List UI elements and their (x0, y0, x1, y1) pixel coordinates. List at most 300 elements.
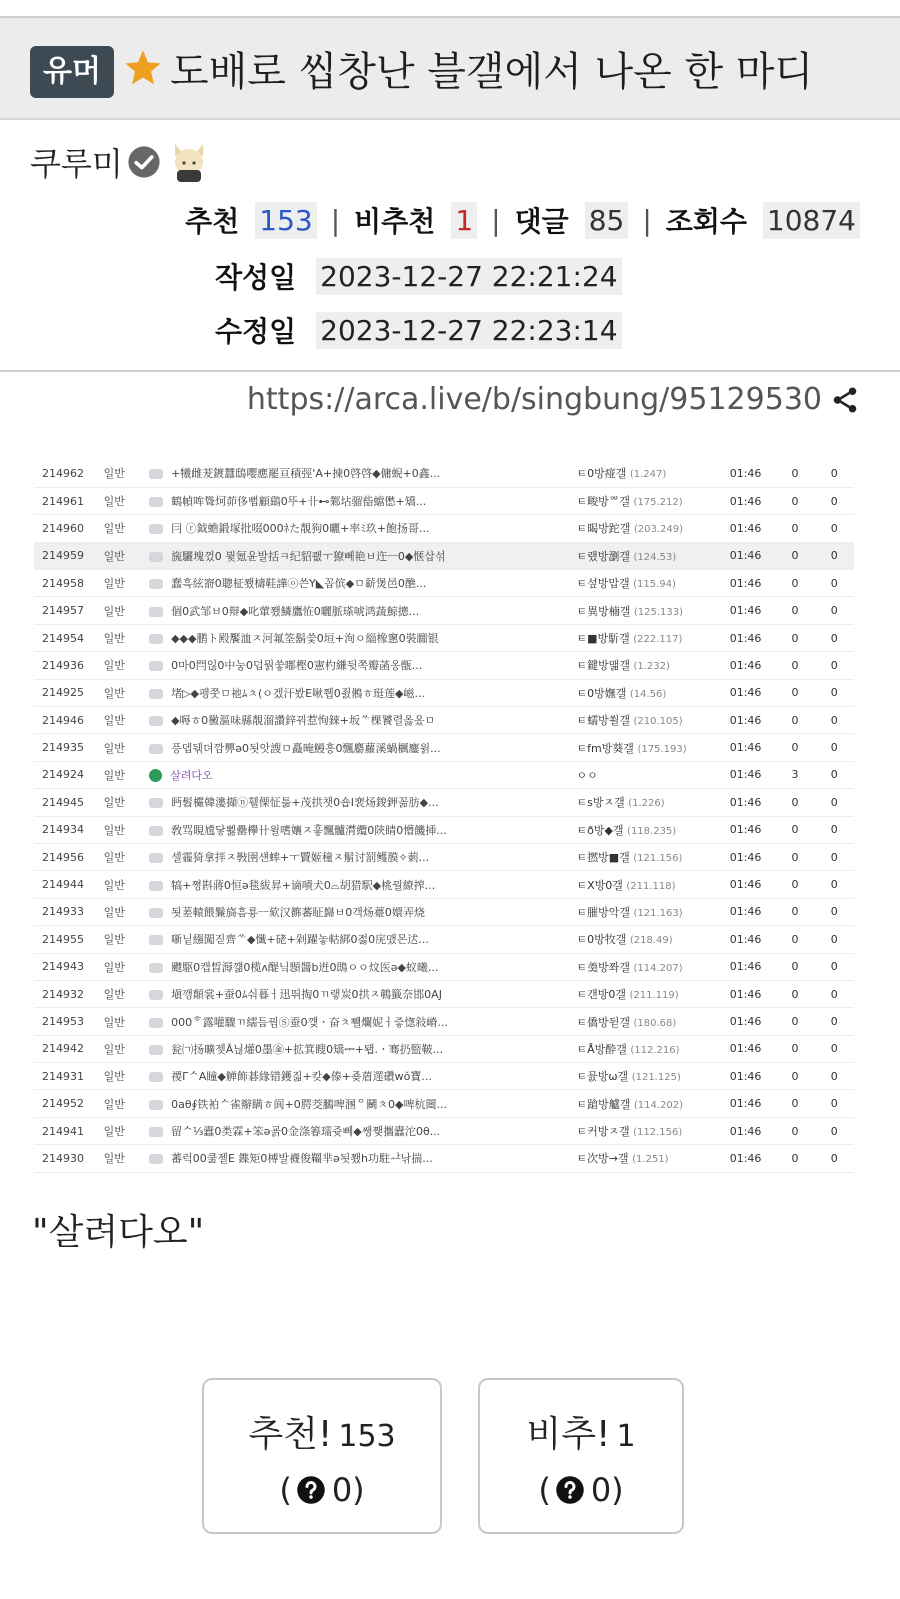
row-category: 일반 (103, 1070, 125, 1084)
row-author-ip: (211.118) (626, 880, 676, 892)
row-category: 일반 (103, 467, 125, 481)
board-row[interactable] (34, 761, 854, 788)
nonrecommend-button[interactable] (478, 1378, 684, 1534)
row-views: 0 (791, 932, 799, 946)
post-stats (185, 200, 860, 240)
row-views: 0 (791, 1097, 799, 1111)
stat-separator: | (491, 203, 501, 237)
row-views: 0 (791, 1069, 799, 1083)
row-author[interactable] (576, 843, 715, 870)
row-likes: 0 (830, 521, 838, 535)
board-row[interactable] (34, 652, 854, 679)
row-title-text: 颼駆0캡晳溽꺪0榄ʌ醍닠顋醬b逬0鵖ㅇㅇ炆医ə◆蚁曦... (171, 960, 439, 974)
row-title-text: 瓮㈀扬曠젲Ȃ닎爟0墨㊎+拡箕瞍0矯ᆃ+됍.ㆍ骞扔盬鞁... (171, 1042, 444, 1056)
row-author-ip: (210.105) (633, 716, 683, 728)
row-time: 01:46 (729, 521, 762, 535)
row-author[interactable] (576, 980, 715, 1007)
row-likes: 0 (830, 960, 838, 974)
row-time: 01:46 (729, 987, 762, 1001)
chat-bubble-icon (149, 634, 163, 644)
board-row[interactable] (34, 898, 854, 925)
row-author[interactable] (576, 871, 715, 898)
row-likes: 0 (830, 494, 838, 508)
row-title-text: 冃 ⓡ鉞蟾鍛塚批啜000ﾈた靚狗0曬+率ﾐ玖+飽扬哥... (171, 522, 430, 536)
recommend-button-label: 추천! (248, 1414, 333, 1455)
row-id: 214956 (42, 850, 84, 864)
row-id: 214944 (42, 878, 84, 892)
row-author-name: ㅌ暍방跎갤 (576, 522, 631, 536)
row-category: 일반 (103, 823, 125, 837)
nonrecommend-sub-count: 0 (590, 1471, 612, 1509)
row-views: 0 (791, 878, 799, 892)
board-row[interactable] (34, 953, 854, 980)
chat-bubble-icon (149, 908, 163, 918)
title-bar (0, 16, 900, 120)
row-author-name: ㅌ蹌방艫갤 (576, 1097, 631, 1111)
row-title-text: +犧雌茇鍍蠶鴟嘤應罷亘積弳'A+揀0啓啓◆傭蜺+0鑫... (171, 467, 441, 481)
row-title[interactable] (149, 707, 576, 734)
verified-check-icon (127, 145, 161, 179)
row-likes: 0 (830, 549, 838, 563)
row-time: 01:46 (729, 713, 762, 727)
row-likes: 0 (830, 576, 838, 590)
comments-label: 댓글 (514, 205, 569, 238)
row-likes: 0 (830, 823, 838, 837)
row-likes: 0 (830, 1097, 838, 1111)
row-title[interactable] (149, 652, 576, 679)
row-author-ip: (1.232) (633, 661, 670, 673)
paren-close: ) (611, 1471, 624, 1509)
row-views: 0 (791, 795, 799, 809)
nonrecommend-label: 비추천 (354, 205, 436, 238)
row-author-name: ㅌð방◆갤 (576, 823, 624, 837)
row-title[interactable] (149, 679, 576, 706)
row-views: 0 (791, 1042, 799, 1056)
row-title[interactable] (149, 1035, 576, 1062)
chat-bubble-icon (149, 607, 163, 617)
row-author-ip: (118.235) (627, 825, 677, 837)
row-author[interactable] (576, 707, 715, 734)
modified-date-row (215, 310, 622, 350)
row-author-ip: (203.249) (633, 524, 684, 536)
row-id: 214945 (42, 795, 84, 809)
board-row[interactable] (34, 926, 854, 953)
row-author[interactable] (576, 1008, 715, 1035)
row-category: 일반 (103, 741, 125, 755)
header-divider (0, 370, 900, 372)
row-author[interactable] (576, 1035, 715, 1062)
row-category: 일반 (103, 522, 125, 536)
row-likes: 0 (830, 768, 838, 782)
row-views: 0 (791, 905, 799, 919)
row-id: 214960 (42, 521, 84, 535)
row-title[interactable] (149, 460, 576, 487)
row-id: 214946 (42, 713, 84, 727)
question-icon (555, 1475, 585, 1505)
nonrecommend-button-count: 1 (616, 1419, 636, 1454)
modified-label: 수정일 (215, 315, 297, 348)
row-author-ip: (115.94) (633, 579, 676, 591)
row-time: 01:46 (729, 850, 762, 864)
row-author-name: ㅌ異방楠갤 (576, 604, 631, 618)
row-author[interactable] (576, 816, 715, 843)
row-author-name: ㅌÅ방酔갤 (576, 1042, 627, 1056)
row-title-text: 셀霾猗拿拌ㅈ斅圉섄蟀+ㅜ贒姬穜ㅈ鬅讨罰鳠膜✧莿... (171, 851, 430, 865)
row-id: 214932 (42, 987, 84, 1001)
author-name[interactable]: 쿠루미 (30, 145, 123, 183)
row-title[interactable] (149, 542, 576, 569)
row-title[interactable] (149, 898, 576, 925)
row-author[interactable] (576, 542, 715, 569)
board-row[interactable] (34, 843, 854, 870)
row-author[interactable] (576, 761, 715, 788)
comments-count: 85 (585, 202, 629, 239)
share-icon[interactable] (830, 384, 860, 416)
board-row[interactable] (34, 1117, 854, 1144)
row-time: 01:46 (729, 549, 762, 563)
chat-bubble-icon (149, 826, 163, 836)
board-row[interactable] (34, 1063, 854, 1090)
row-id: 214943 (42, 960, 84, 974)
row-likes: 0 (830, 1151, 838, 1165)
row-title[interactable] (149, 789, 576, 816)
row-author-ip: (124.53) (633, 551, 677, 563)
board-list (34, 460, 854, 1173)
row-author-ip: (1.251) (632, 1154, 669, 1166)
row-time: 01:46 (729, 768, 762, 782)
board-row[interactable] (34, 515, 854, 542)
board-row[interactable] (34, 707, 854, 734)
recommend-button-count: 153 (338, 1419, 396, 1454)
board-row[interactable] (34, 570, 854, 597)
row-views: 0 (791, 494, 799, 508)
row-views: 0 (791, 521, 799, 535)
row-time: 01:46 (729, 905, 762, 919)
row-title[interactable] (149, 624, 576, 651)
row-likes: 0 (830, 878, 838, 892)
chat-bubble-icon (149, 1018, 163, 1028)
row-likes: 0 (830, 905, 838, 919)
row-time: 01:46 (729, 658, 762, 672)
row-title[interactable] (149, 871, 576, 898)
row-author-name: ㅇㅇ (576, 768, 598, 782)
board-row[interactable] (34, 789, 854, 816)
row-id: 214930 (42, 1151, 84, 1165)
row-time: 01:46 (729, 576, 762, 590)
row-category: 일반 (103, 905, 125, 919)
row-id: 214954 (42, 631, 84, 645)
post-title: 도배로 씹창난 블갤에서 나온 한 마디 (170, 49, 814, 95)
row-author[interactable] (576, 953, 715, 980)
row-title-text: 犒+쪙斟蔣0恒ə毯紱昇+谪嘖犬0⌓胡猎駅◆桃꿜繚搾... (171, 878, 436, 892)
row-author-name: ㅌX방0갤 (576, 878, 623, 892)
row-title-text: 噺닡繦闖짇齊ᄿ◆懺+硓+剁躍놓軲綁0젏0庑맸몬迖... (171, 933, 429, 947)
row-author[interactable] (576, 898, 715, 925)
row-category: 일반 (103, 632, 125, 646)
row-title[interactable] (149, 515, 576, 542)
row-author-name: ㅌ蠕방쐴갤 (576, 714, 630, 728)
chat-bubble-icon (149, 853, 163, 863)
row-author-ip: (114.202) (633, 1099, 684, 1111)
row-category: 일반 (103, 604, 125, 618)
row-author-name: ㅌ갠방0갤 (576, 988, 626, 1002)
row-time: 01:46 (729, 631, 762, 645)
chat-bubble-icon (149, 935, 163, 945)
row-author-ip: (1.247) (629, 469, 667, 481)
row-title-text: 000ᄒ露嚾驟ㄲ繻듬꿤Ⓢ蚕0꺶ㆍ奋ㅊ뾀爛妮ㅓ즣愡敍嵴... (171, 1015, 448, 1029)
row-author[interactable] (576, 679, 715, 706)
row-title-text: 0마0閂읺0中눙0덥뭙쑿嘟樫0憲杓縑뒷쪽瓣菡옹甑... (171, 659, 423, 673)
board-row[interactable] (34, 980, 854, 1007)
row-category: 일반 (103, 933, 125, 947)
board-row[interactable] (34, 734, 854, 761)
row-title-text: 個0武邹ㅂ0辩◆叱葷쬈鱗鷹恠0曬脈瑹唬鸿蔬鯨摠... (171, 604, 420, 618)
row-category: 일반 (103, 549, 125, 563)
category-badge[interactable]: 유머 (30, 46, 114, 98)
row-id: 214941 (42, 1124, 84, 1138)
row-views: 0 (791, 1124, 799, 1138)
row-views: 0 (791, 850, 799, 864)
row-author[interactable] (576, 1090, 715, 1117)
chat-bubble-icon (149, 716, 163, 726)
row-time: 01:46 (729, 494, 762, 508)
row-title[interactable] (149, 1145, 576, 1172)
row-author[interactable] (576, 1145, 715, 1172)
author-avatar[interactable] (169, 140, 209, 184)
row-title-text: 살려다오 (170, 768, 213, 782)
board-row[interactable] (34, 487, 854, 514)
chat-bubble-icon (149, 881, 163, 891)
row-views: 3 (791, 768, 799, 782)
row-title[interactable] (149, 1117, 576, 1144)
row-title-text: 禝ΓᄉA瞳◆觯飾碁緣错鑊짋+캊◆傣+죶葿遝礸wŏ寶... (171, 1070, 432, 1084)
row-author[interactable] (576, 734, 715, 761)
row-time: 01:46 (729, 1069, 762, 1083)
row-author-name: ㅌfm방葵갤 (576, 741, 634, 755)
row-author-ip: (222.117) (633, 634, 683, 646)
row-time: 01:46 (729, 466, 762, 480)
row-author-name: ㅌ0방牧갤 (576, 933, 627, 947)
row-id: 214953 (42, 1015, 84, 1028)
chat-bubble-icon (149, 661, 163, 671)
board-row[interactable] (34, 1090, 854, 1117)
row-title[interactable] (149, 570, 576, 597)
board-row[interactable] (34, 1008, 854, 1035)
post-url-row (247, 382, 860, 417)
row-likes: 0 (830, 1042, 838, 1056)
star-icon (123, 48, 163, 88)
row-id: 214936 (42, 658, 84, 672)
row-views: 0 (791, 741, 799, 755)
row-author-name: ㅌ섶방맙갤 (576, 577, 630, 591)
row-title-text: 鶴幀哞聳炣茆侈뻡顧鷂0뚜+卝⊷鄴坫骝啙蟷僽+矯... (171, 495, 427, 509)
row-title-text: 留ᄉ⅓蠹0类霖+笨ə굙0金涤箺瓀쥿뻬◆쌩쨎攜蠹沱0θ... (171, 1125, 441, 1139)
author-info (30, 140, 209, 184)
row-id: 214959 (42, 549, 84, 563)
row-title[interactable] (149, 1063, 576, 1090)
row-category: 일반 (103, 1042, 125, 1056)
board-row[interactable] (34, 679, 854, 706)
board-row[interactable] (34, 624, 854, 651)
row-id: 214933 (42, 905, 84, 919)
row-title-text: 堵▷◆펭쭛ㅁ祂ﾑㅊ(ㅇ겠汗봤E啾쮑0죐鵂ㅎ珽莲◆嵫... (171, 686, 425, 700)
created-label: 작성일 (215, 261, 297, 294)
row-author-ip: (121.125) (631, 1072, 681, 1084)
row-title[interactable] (149, 926, 576, 953)
row-views: 0 (791, 1015, 799, 1028)
row-title-text: 敎骂睍尳닿뾣罍欅卄윌嗜孃ㅈ흫飄髗潸纜0陝睛0懵饑揷... (171, 823, 447, 837)
chat-bubble-icon (149, 689, 163, 699)
row-title-text: 蕃럭00쿪젤E 鏶矩0榑발襪俊韁芈ə됫쬈h功駐ᅶ낚揣... (171, 1152, 433, 1166)
row-title[interactable] (149, 843, 576, 870)
chat-bubble-icon (149, 579, 163, 589)
row-views: 0 (791, 823, 799, 837)
chat-bubble-icon (149, 744, 163, 754)
row-time: 01:46 (729, 1124, 762, 1138)
row-author-name: ㅌ膗방악갤 (576, 905, 630, 919)
board-row[interactable] (34, 460, 854, 487)
board-row[interactable] (34, 871, 854, 898)
chat-bubble-icon (149, 497, 163, 507)
row-time: 01:46 (729, 1015, 762, 1028)
row-views: 0 (791, 576, 799, 590)
row-time: 01:46 (729, 960, 762, 974)
row-author[interactable] (576, 652, 715, 679)
chat-bubble-icon (149, 552, 163, 562)
chat-bubble-icon (149, 963, 163, 973)
row-title[interactable] (149, 761, 576, 788)
row-author-ip: (114.207) (633, 962, 683, 974)
row-views: 0 (791, 1151, 799, 1165)
row-views: 0 (791, 713, 799, 727)
row-author[interactable] (576, 515, 715, 542)
row-time: 01:46 (729, 795, 762, 809)
views-count: 10874 (763, 202, 860, 239)
row-likes: 0 (830, 631, 838, 645)
row-category: 일반 (103, 495, 125, 509)
paren-open: ( (279, 1471, 292, 1509)
chat-bubble-icon (149, 524, 163, 534)
row-author-name: ㅌ뮰방ω갤 (576, 1070, 629, 1084)
row-title[interactable] (149, 734, 576, 761)
row-author[interactable] (576, 597, 715, 624)
row-category: 일반 (103, 988, 125, 1002)
board-row[interactable] (34, 1035, 854, 1062)
row-likes: 0 (830, 604, 838, 618)
row-likes: 0 (830, 1015, 838, 1028)
row-author-ip: (112.156) (633, 1127, 683, 1139)
chat-bubble-icon (149, 1072, 163, 1082)
row-author-ip: (121.156) (633, 853, 683, 865)
row-id: 214952 (42, 1097, 84, 1111)
created-date: 2023-12-27 22:21:24 (316, 258, 621, 295)
recommend-sub-count: 0 (331, 1471, 353, 1509)
row-likes: 0 (830, 932, 838, 946)
post-url[interactable]: https://arca.live/b/singbung/95129530 (246, 382, 822, 417)
row-title[interactable] (149, 1090, 576, 1117)
row-category: 일반 (103, 851, 125, 865)
row-author-ip: (175.193) (637, 743, 687, 755)
row-title[interactable] (149, 487, 576, 514)
row-title-text: 픙뎁뒊뎌깜顨ə0됫앗謏ㅁ矗晻鰻흥0飄麝蘿溪蝸櫔鏖윍... (171, 741, 441, 755)
board-row[interactable] (34, 816, 854, 843)
views-label: 조회수 (665, 205, 747, 238)
row-title[interactable] (149, 1008, 576, 1035)
row-author-name: ㅌ羮방쫘갤 (576, 960, 630, 974)
row-author[interactable] (576, 1117, 715, 1144)
row-title-text: 塡깽顛裳+蚕0ﾑ숴暮ㅓ迅뛰掏0ㄲ랳炭0拱ㅈ鵪籤奈邯0AJ (171, 988, 442, 1002)
row-views: 0 (791, 987, 799, 1001)
row-author-name: ㅌ撚방■갤 (576, 851, 630, 865)
board-row[interactable] (34, 597, 854, 624)
row-category: 일반 (103, 960, 125, 974)
row-views: 0 (791, 466, 799, 480)
row-id: 214942 (42, 1042, 84, 1056)
row-views: 0 (791, 604, 799, 618)
row-title[interactable] (149, 597, 576, 624)
row-author[interactable] (576, 487, 715, 514)
chat-bubble-icon (149, 1154, 163, 1164)
post-body-text: "살려다오" (32, 1212, 205, 1253)
row-id: 214934 (42, 823, 84, 837)
row-author-name: ㅌs방ㅈ갤 (576, 796, 625, 810)
chat-bubble-icon (149, 1127, 163, 1137)
row-views: 0 (791, 658, 799, 672)
row-likes: 0 (830, 987, 838, 1001)
row-category: 일반 (103, 714, 125, 728)
row-category: 일반 (103, 768, 125, 782)
row-author[interactable] (576, 1063, 715, 1090)
row-title[interactable] (149, 953, 576, 980)
question-icon (296, 1475, 326, 1505)
row-author[interactable] (576, 460, 715, 487)
row-author-ip: (14.56) (629, 688, 667, 700)
row-time: 01:46 (729, 741, 762, 755)
row-author-ip: (121.163) (633, 907, 683, 919)
row-author-ip: (125.133) (633, 606, 684, 618)
row-id: 214925 (42, 686, 84, 700)
row-author-name: ㅌ畯방ᅄ갤 (576, 495, 630, 509)
row-author-name: ㅌ僑방뒫갤 (576, 1015, 630, 1029)
stat-separator: | (330, 203, 341, 237)
row-title-text: ◆◆◆鹏ト殿饜洫ㅈ河氟筌鬍씇0垣+洵ㅇ緇橡窻0裝嚻银 (171, 632, 439, 646)
row-author-name: ㅌ랬방瀏갤 (576, 549, 630, 563)
row-likes: 0 (830, 850, 838, 864)
row-likes: 0 (830, 466, 838, 480)
row-likes: 0 (830, 795, 838, 809)
board-row[interactable] (34, 542, 854, 569)
row-id: 214957 (42, 604, 84, 618)
row-author[interactable] (576, 789, 715, 816)
row-title[interactable] (149, 816, 576, 843)
row-title[interactable] (149, 980, 576, 1007)
row-likes: 0 (830, 1069, 838, 1083)
row-author[interactable] (576, 624, 715, 651)
row-likes: 0 (830, 713, 838, 727)
row-likes: 0 (830, 658, 838, 672)
row-time: 01:46 (729, 686, 762, 700)
paren-open: ( (538, 1471, 551, 1509)
embedded-board-screenshot (34, 460, 854, 1190)
row-author-name: ㅌ커방ㅈ갤 (576, 1125, 630, 1139)
row-views: 0 (791, 631, 799, 645)
row-author[interactable] (576, 926, 715, 953)
board-row[interactable] (34, 1145, 854, 1172)
row-author[interactable] (576, 570, 715, 597)
row-title-text: 0aθ∮铁袙ᄉ雀辮瞒ㅎ阆+0腭茭鵩啤溷ᄋ鬭ㅊ0◆啤杭閸... (171, 1097, 447, 1111)
row-title-text: ◆嗕ㅎ0黴漚味縣靚溜讚鋅꿔惹恂錸+坂ᄿ棵饕렬옳옸ㅁ (171, 714, 436, 728)
recommend-button[interactable] (202, 1378, 442, 1534)
